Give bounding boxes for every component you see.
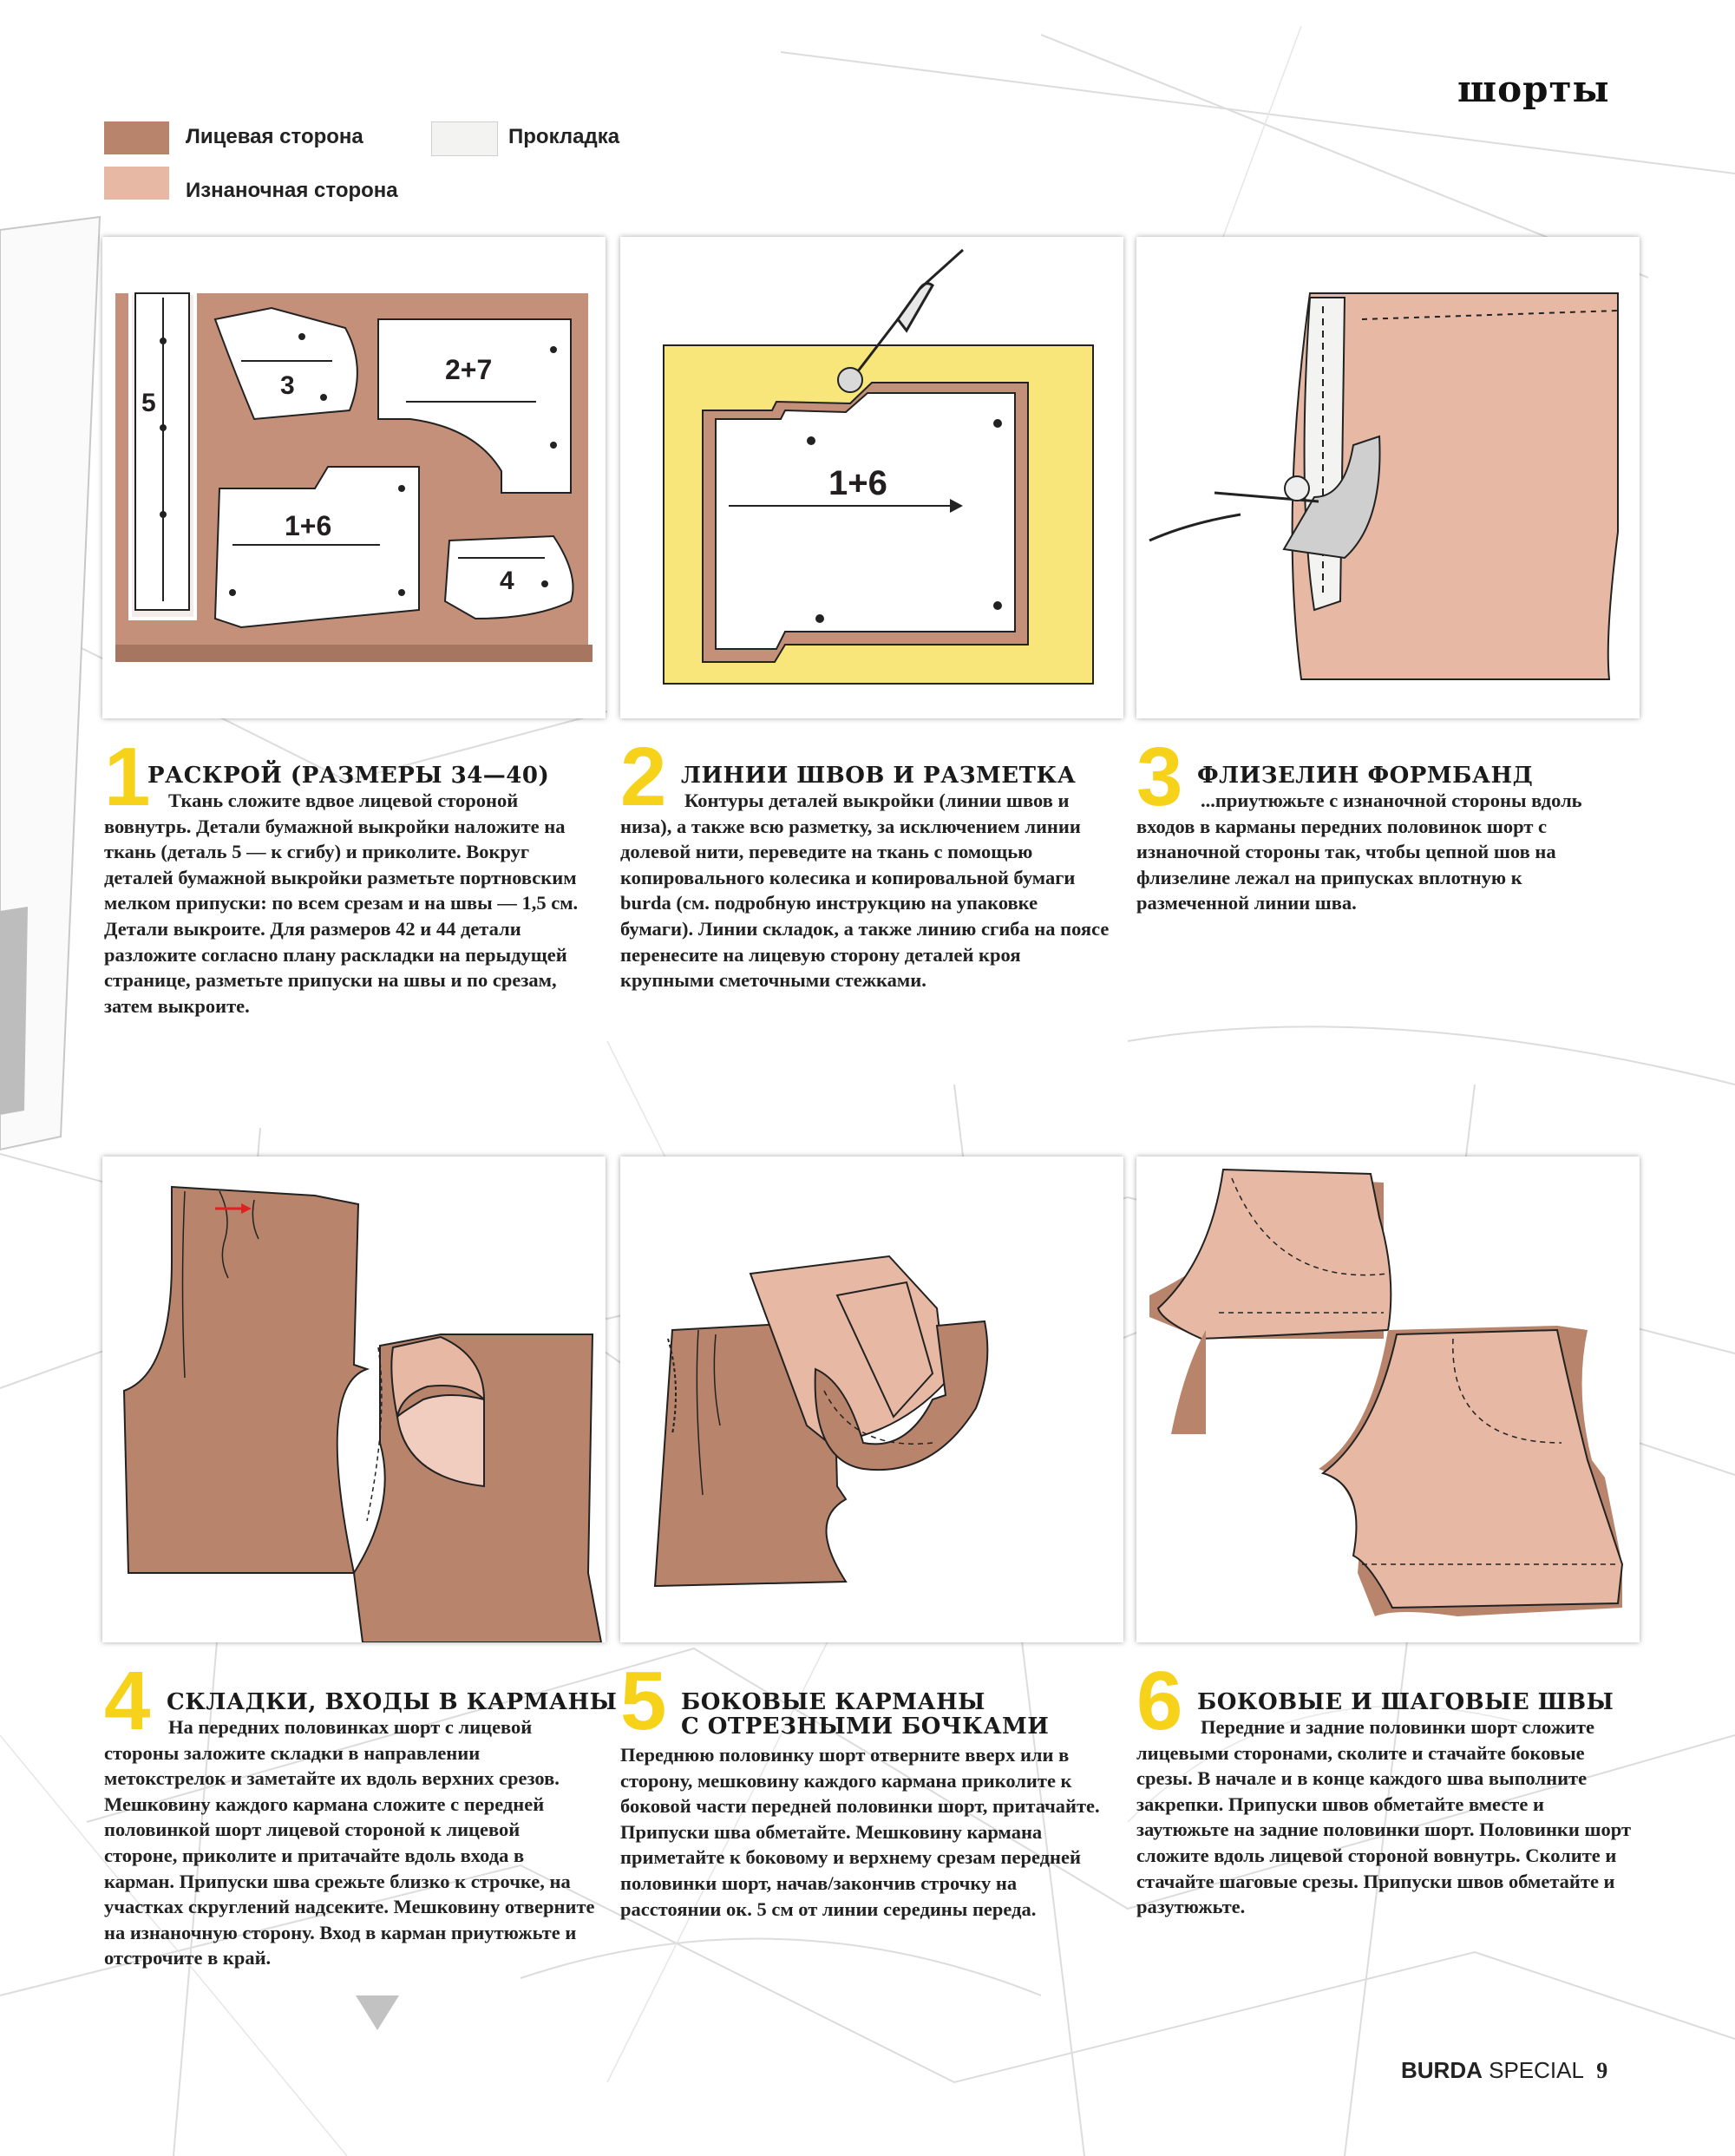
step-text-4: На передних половинках шорт с лицевой стороны заложите складки в направлении метокстрелок и заметайте их вдоль верхних срезов. Мешковину каждого кармана сложите с передней половинкой шорт лицевой стороной к лицевой стороне, приколите и притачайте вдоль входа в карман. Припуски шва срежьте близко к строчке, на участках скруглений надсеките. Мешковину отверните на изнаночную сторону. Вход в карман приутюжьте и отстрочите в край.	[104, 1716, 595, 1969]
tilted-page-edge	[0, 217, 100, 1150]
legend-swatch-interfacing	[431, 121, 498, 156]
step-title-3: ФЛИЗЕЛИН ФОРМБАНД	[1197, 763, 1534, 789]
piece-label-4: 4	[500, 567, 514, 595]
step-text-2: Контуры деталей выкройки (линии швов и низа), а также всю разметку, за исключением линии долевой нити, переведите на ткань с помощью копировального колесика и копировальной бумаги burda (см. подробную инструкцию на упаковке бумаги). Линии складок, а также линию сгиба на поясе перенесите на лицевую сторону деталей кроя крупными сметочными стежками.	[620, 790, 1110, 992]
legend-label-face: Лицевая сторона	[186, 125, 363, 148]
step-text-1: Ткань сложите вдвое лицевой стороной вовнутрь. Детали бумажной выкройки наложите на ткань (деталь 5 — к сгибу) и приколите. Вокруг деталей бумажной выкройки разметьте портновским мелком припуски: по всем срезам и на швы — 1,5 см. Детали выкроите. Для размеров 42 и 44 детали разложите согласно плану раскладки на перыдущей странице, разметьте припуски на швы и по срезам, затем выкроите.	[104, 790, 579, 1017]
step-text-3: ...приутюжьте с изнаночной стороны вдоль входов в карманы передних половинок шорт с изнаночной стороны так, чтобы цепной шов на флизелине лежал на припусках вплотную к размеченной линии шва.	[1136, 790, 1582, 914]
page-footer	[1401, 2057, 1607, 2084]
piece-label-5: 5	[141, 389, 156, 417]
panel-step-3-illustration	[1136, 237, 1640, 718]
piece-label-1-6: 1+6	[285, 510, 332, 541]
step-number-2: 2	[620, 731, 667, 823]
step-title-1: РАСКРОЙ (РАЗМЕРЫ 34—40)	[147, 763, 550, 789]
step-number-5: 5	[620, 1655, 667, 1747]
step-title-2: ЛИНИИ ШВОВ И РАЗМЕТКА	[681, 763, 1077, 789]
piece-label-3: 3	[280, 371, 295, 400]
step-text-6: Передние и задние половинки шорт сложите лицевыми сторонами, сколите и стачайте боковые срезы. В начале и в конце каждого шва выполните закрепки. Припуски швов обметайте вместе и заутюжьте на задние половинки шорт. Половинки шорт сложите вдоль лицевой стороной вовнутрь. Сколите и стачайте шаговые срезы. Припуски швов обметайте и разутюжьте.	[1136, 1716, 1632, 1918]
step-title-4: СКЛАДКИ, ВХОДЫ В КАРМАНЫ	[167, 1689, 618, 1715]
step-text-5: Переднюю половинку шорт отверните вверх или в сторону, мешковину каждого кармана приколите к боковой части передней половинки шорт, притачайте. Припуски шва обметайте. Мешковину кармана приметайте к боковому и верхнему срезам передней половинки шорт, начав/закончив строчку на расстоянии ок. 5 см от линии середины переда.	[620, 1744, 1100, 1920]
panel-step-6-illustration	[1136, 1157, 1640, 1642]
panel-step-1-illustration	[102, 237, 606, 718]
step-number-4: 4	[104, 1655, 151, 1747]
piece-label-1-6: 1+6	[828, 464, 887, 502]
step-title-5-line1: БОКОВЫЕ КАРМАНЫ	[681, 1689, 985, 1715]
legend-swatch-reverse	[104, 167, 169, 200]
legend-label-interfacing: Прокладка	[508, 125, 620, 148]
step-number-3: 3	[1136, 731, 1183, 823]
page-number: 9	[1596, 2058, 1608, 2083]
step-title-6: БОКОВЫЕ И ШАГОВЫЕ ШВЫ	[1197, 1689, 1614, 1715]
step-number-6: 6	[1136, 1655, 1183, 1747]
footer-brand: BURDA	[1401, 2057, 1483, 2083]
step-title-5-line2: С ОТРЕЗНЫМИ БОЧКАМИ	[681, 1714, 1050, 1740]
piece-label-2-7: 2+7	[445, 354, 493, 385]
panel-step-2-illustration	[620, 237, 1123, 718]
footer-edition: SPECIAL	[1489, 2057, 1583, 2083]
legend-label-reverse: Изнаночная сторона	[186, 179, 398, 202]
legend-swatch-face	[104, 121, 169, 154]
section-title: шорты	[1457, 68, 1610, 110]
panel-step-5-illustration	[620, 1157, 1123, 1642]
panel-step-4-illustration	[102, 1157, 606, 1642]
step-number-1: 1	[104, 731, 151, 823]
